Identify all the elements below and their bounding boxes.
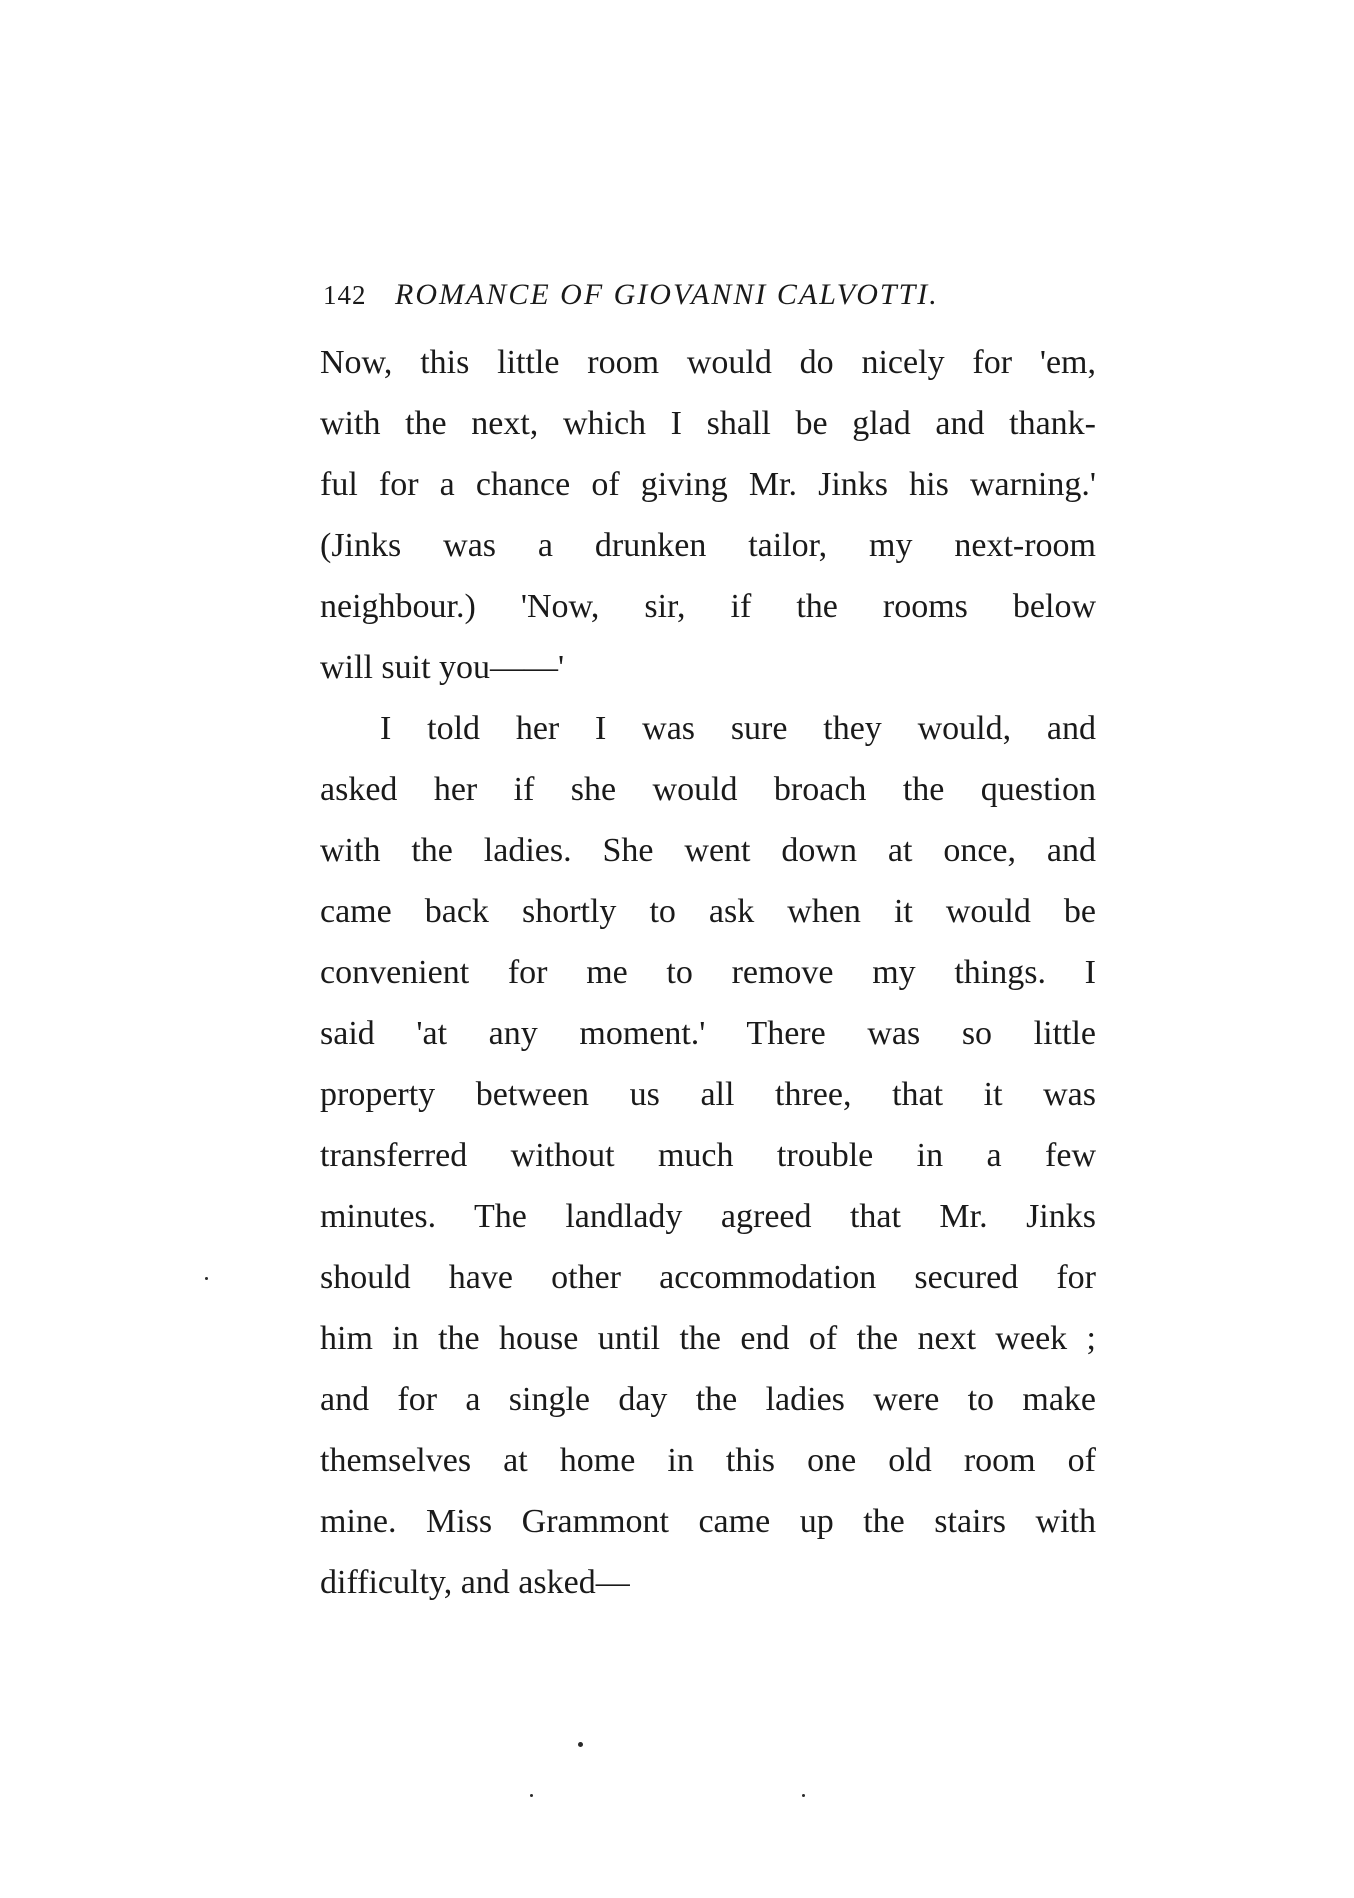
text-line: should have other accommodation secured for: [320, 1259, 1096, 1296]
text-line: themselves at home in this one old room of: [320, 1442, 1096, 1479]
text-line: mine. Miss Grammont came up the stairs with: [320, 1503, 1096, 1540]
scan-speck: [530, 1794, 533, 1797]
text-line: came back shortly to ask when it would be: [320, 893, 1096, 930]
paragraph-first-line: I told her I was sure they would, and: [380, 710, 1096, 747]
text-line: with the next, which I shall be glad and thank-: [320, 405, 1096, 442]
page-number: 142: [323, 280, 367, 310]
scan-speck: [802, 1794, 805, 1797]
text-line: Now, this little room would do nicely for 'em,: [320, 344, 1096, 381]
running-title: ROMANCE OF GIOVANNI CALVOTTI.: [395, 278, 939, 311]
body-text: [320, 332, 1096, 1613]
text-line: transferred without much trouble in a few: [320, 1137, 1096, 1174]
text-line: minutes. The landlady agreed that Mr. Jinks: [320, 1198, 1096, 1235]
text-line: convenient for me to remove my things. I: [320, 954, 1096, 991]
text-line: difficulty, and asked—: [320, 1564, 630, 1601]
text-line: (Jinks was a drunken tailor, my next-room: [320, 527, 1096, 564]
text-line: him in the house until the end of the next week ;: [320, 1320, 1096, 1357]
text-line: with the ladies. She went down at once, and: [320, 832, 1096, 869]
text-line: said 'at any moment.' There was so little: [320, 1015, 1096, 1052]
text-line: ful for a chance of giving Mr. Jinks his warning.': [320, 466, 1096, 503]
scan-speck: [205, 1277, 208, 1280]
text-line: property between us all three, that it was: [320, 1076, 1096, 1113]
text-line: neighbour.) 'Now, sir, if the rooms below: [320, 588, 1096, 625]
text-line: and for a single day the ladies were to make: [320, 1381, 1096, 1418]
running-head: [323, 273, 1103, 317]
scan-speck: [578, 1742, 583, 1747]
text-line: will suit you——': [320, 649, 565, 686]
text-line: asked her if she would broach the question: [320, 771, 1096, 808]
